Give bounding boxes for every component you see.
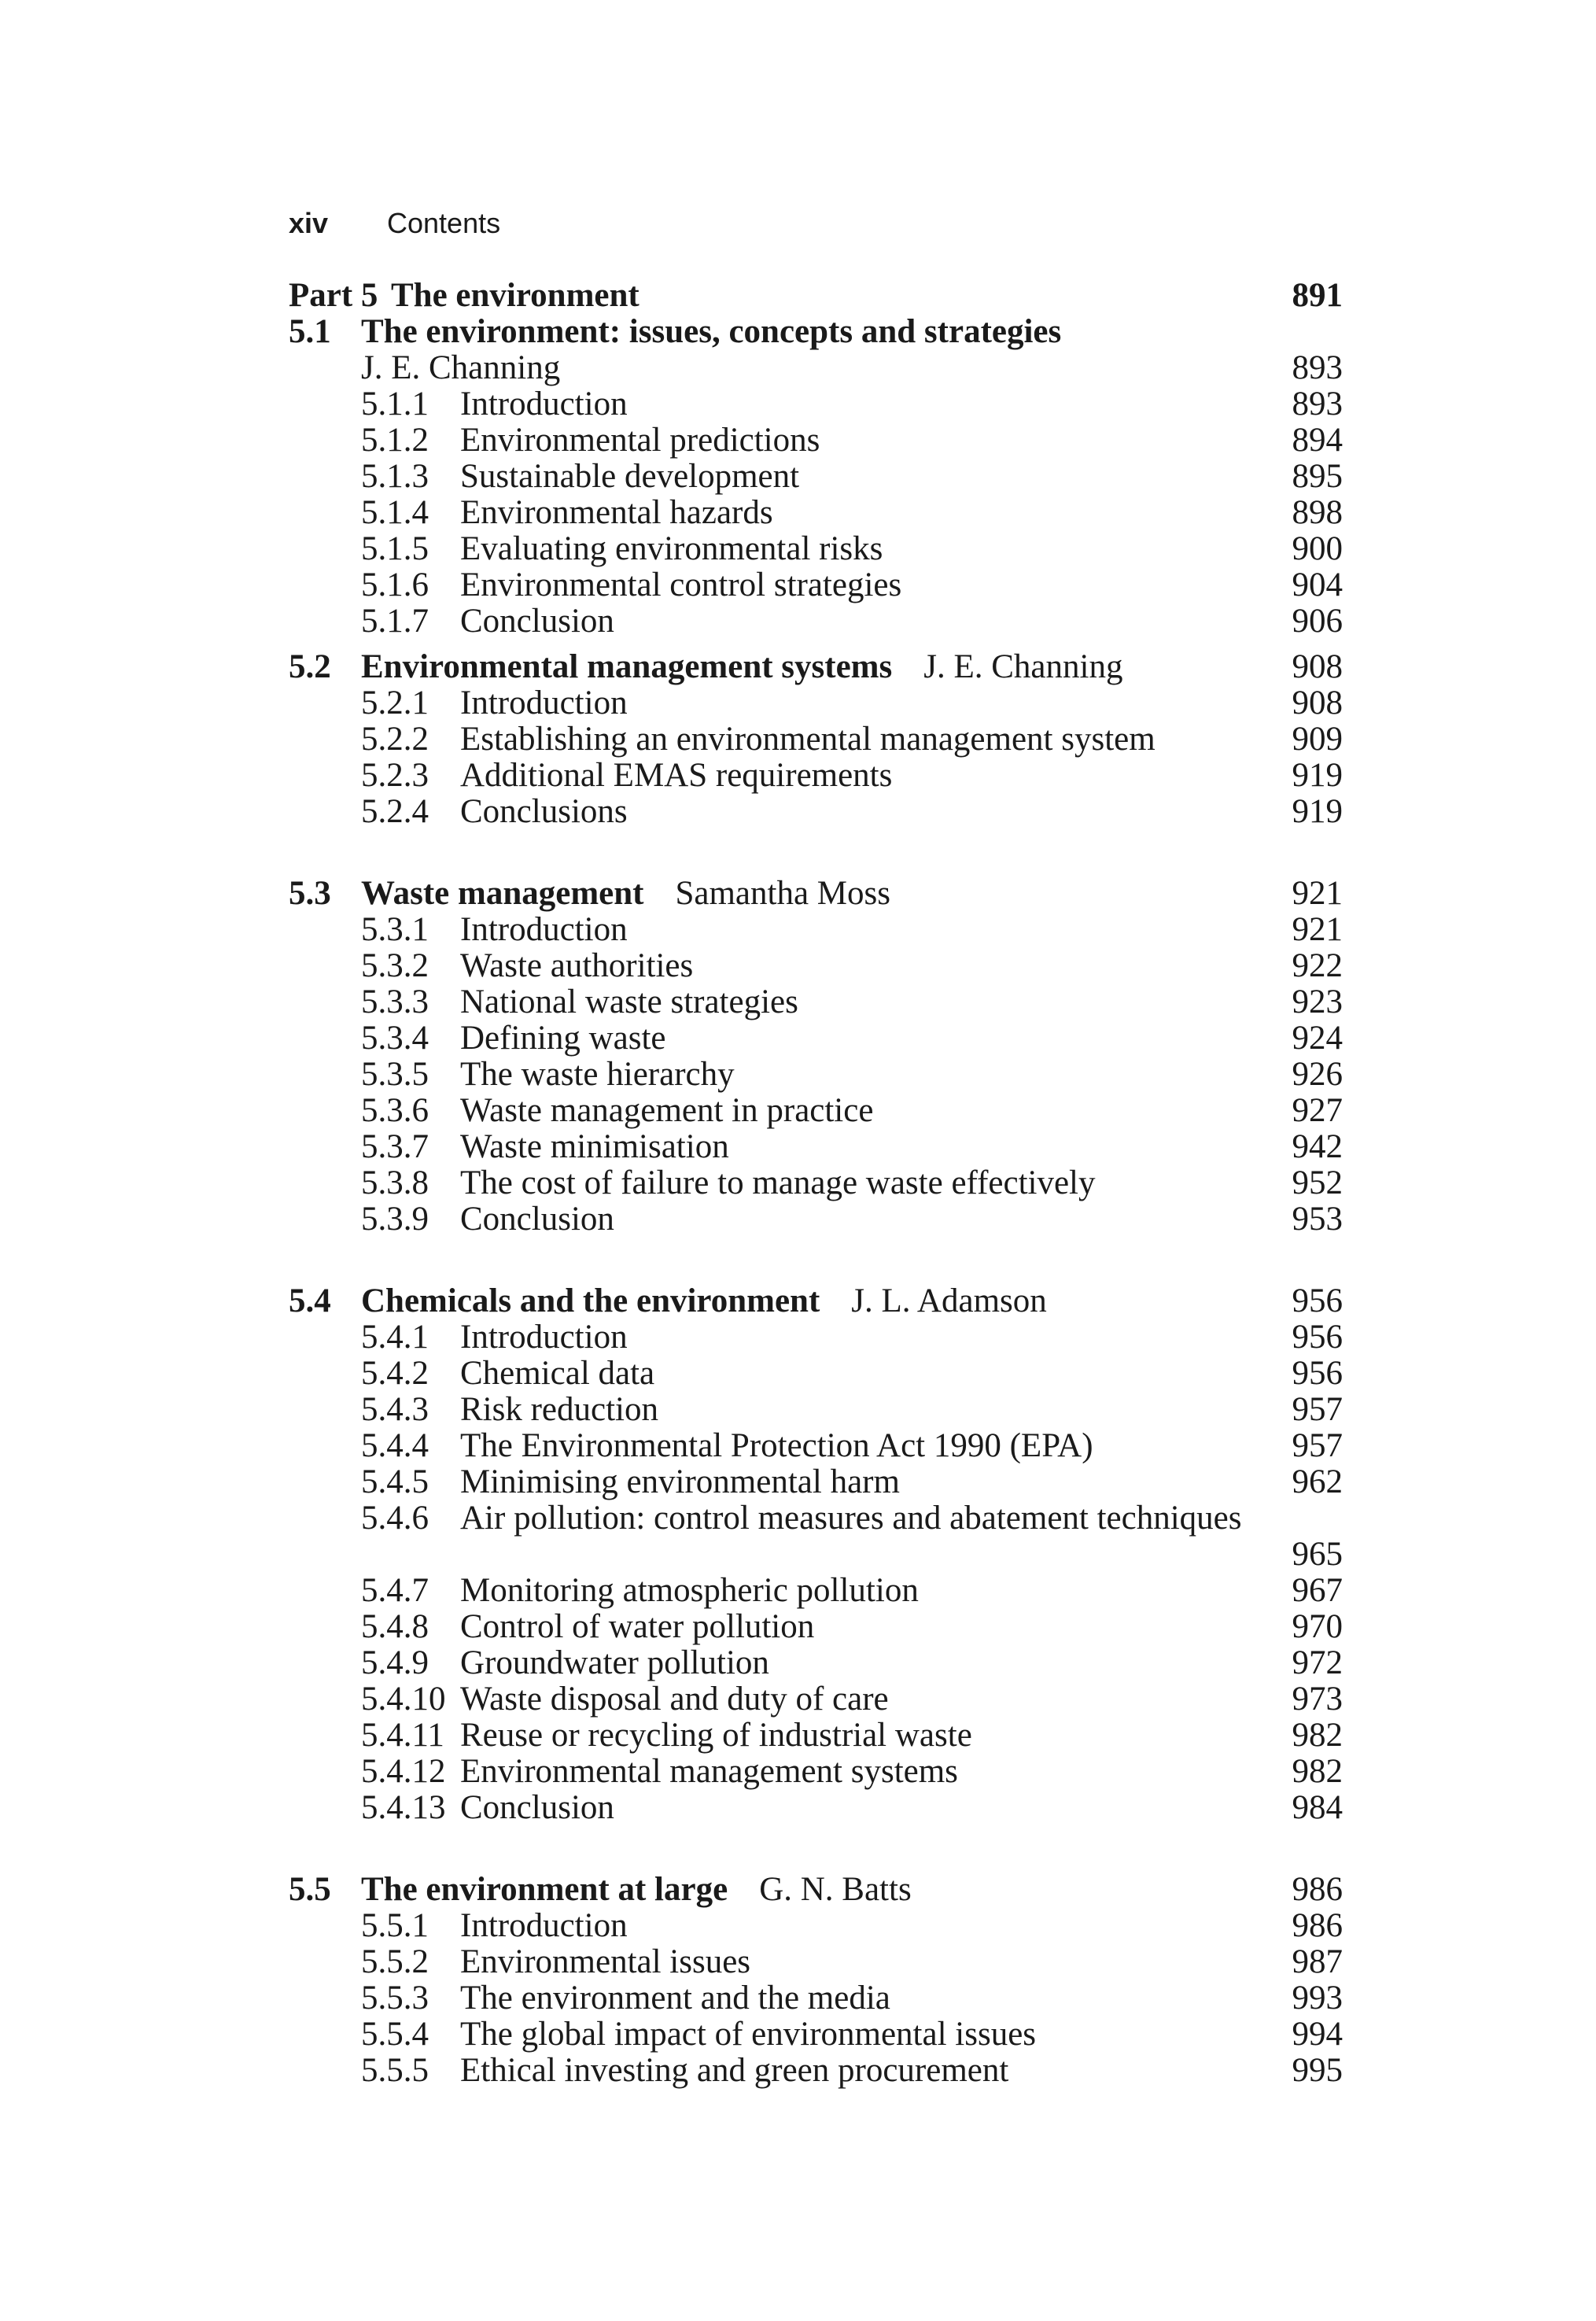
section-number: 5.4.10 xyxy=(361,1681,446,1718)
section-page: 972 xyxy=(1292,1644,1343,1681)
section-title: Conclusion xyxy=(460,1789,614,1826)
chapter-heading xyxy=(289,1283,1343,1319)
section-entry xyxy=(289,531,1343,567)
chapter-page: 893 xyxy=(1292,349,1343,386)
section-title: Waste minimisation xyxy=(460,1128,729,1165)
section-entry xyxy=(289,1165,1343,1201)
section-title: Additional EMAS requirements xyxy=(460,757,893,794)
section-page: 962 xyxy=(1292,1463,1343,1500)
section-title: The global impact of environmental issues xyxy=(460,2016,1037,2053)
section-number: 5.1.4 xyxy=(361,494,429,531)
section-title: Air pollution: control measures and abatement techniques xyxy=(460,1500,1242,1537)
section-page: 924 xyxy=(1292,1020,1343,1057)
section-number: 5.5.3 xyxy=(361,1980,429,2017)
section-entry xyxy=(289,1980,1343,2017)
section-page: 994 xyxy=(1292,2016,1343,2053)
section-title: Waste authorities xyxy=(460,947,694,984)
section-page: 957 xyxy=(1292,1427,1343,1464)
section-entry xyxy=(289,758,1343,794)
section-entry xyxy=(289,685,1343,721)
part-page: 891 xyxy=(1292,277,1343,314)
section-number: 5.3.8 xyxy=(361,1164,429,1201)
section-page: 956 xyxy=(1292,1355,1343,1392)
part-label: Part 5 xyxy=(289,277,378,314)
section-page: 898 xyxy=(1292,494,1343,531)
section-number: 5.4.12 xyxy=(361,1753,446,1790)
section-page: 956 xyxy=(1292,1319,1343,1356)
section-entry xyxy=(289,1908,1343,1944)
section-title: Groundwater pollution xyxy=(460,1644,769,1681)
section-title: Monitoring atmospheric pollution xyxy=(460,1572,919,1609)
section-entry xyxy=(289,1718,1343,1754)
section-number: 5.2.1 xyxy=(361,684,429,721)
section-entry xyxy=(289,721,1343,758)
section-entry xyxy=(289,603,1343,640)
section-entry xyxy=(289,423,1343,459)
section-title: Introduction xyxy=(460,911,628,948)
chapter-number: 5.5 xyxy=(289,1871,331,1908)
section-page: 957 xyxy=(1292,1391,1343,1428)
section-title: Chemical data xyxy=(460,1355,655,1392)
section-entry xyxy=(289,459,1343,495)
part-heading xyxy=(289,278,1343,314)
section-entry xyxy=(289,912,1343,948)
table-of-contents xyxy=(289,278,1343,2089)
chapter-author: G. N. Batts xyxy=(759,1871,912,1908)
section-title: Reuse or recycling of industrial waste xyxy=(460,1717,972,1754)
section-entry xyxy=(289,2053,1343,2089)
chapter-heading xyxy=(289,876,1343,912)
section-page: 953 xyxy=(1292,1201,1343,1238)
section-entry xyxy=(289,1428,1343,1464)
section-page: 906 xyxy=(1292,603,1343,640)
section-page: 986 xyxy=(1292,1907,1343,1944)
section-number: 5.1.5 xyxy=(361,530,429,567)
section-page: 922 xyxy=(1292,947,1343,984)
section-number: 5.4.11 xyxy=(361,1717,444,1754)
section-entry xyxy=(289,1356,1343,1392)
page-number: xiv xyxy=(289,207,329,239)
section-number: 5.1.1 xyxy=(361,386,429,423)
section-entry xyxy=(289,2017,1343,2053)
section-title: Establishing an environmental management system xyxy=(460,721,1156,758)
section-title: Sustainable development xyxy=(460,458,800,495)
section-title: Waste management in practice xyxy=(460,1092,874,1129)
section-number: 5.5.1 xyxy=(361,1907,429,1944)
section-entry xyxy=(289,1681,1343,1718)
section-number: 5.4.2 xyxy=(361,1355,429,1392)
chapter-heading xyxy=(289,314,1343,350)
section-page: 926 xyxy=(1292,1056,1343,1093)
section-number: 5.4.7 xyxy=(361,1572,429,1609)
section-entry xyxy=(289,1645,1343,1681)
section-title: Risk reduction xyxy=(460,1391,658,1428)
section-page: 900 xyxy=(1292,530,1343,567)
section-page: 965 xyxy=(1292,1536,1343,1573)
chapter-title: The environment at large xyxy=(361,1871,728,1908)
chapter-page: 921 xyxy=(1292,875,1343,912)
section-page: 973 xyxy=(1292,1681,1343,1718)
section-title: Minimising environmental harm xyxy=(460,1463,900,1500)
section-number: 5.4.4 xyxy=(361,1427,429,1464)
section-page: 995 xyxy=(1292,2052,1343,2089)
section-title: The environment and the media xyxy=(460,1980,890,2017)
section-number: 5.4.5 xyxy=(361,1463,429,1500)
section-number: 5.4.6 xyxy=(361,1500,429,1537)
section-page: 923 xyxy=(1292,983,1343,1020)
section-number: 5.2.4 xyxy=(361,793,429,830)
running-header xyxy=(289,206,500,241)
section-page: 970 xyxy=(1292,1608,1343,1645)
section-entry xyxy=(289,1057,1343,1093)
part-title: The environment xyxy=(391,277,640,314)
section-number: 5.1.7 xyxy=(361,603,429,640)
section-number: 5.3.7 xyxy=(361,1128,429,1165)
section-page: 895 xyxy=(1292,458,1343,495)
section-page: 919 xyxy=(1292,757,1343,794)
section-title: The Environmental Protection Act 1990 (EPA) xyxy=(460,1427,1093,1464)
section-page: 909 xyxy=(1292,721,1343,758)
chapter-heading xyxy=(289,1872,1343,1908)
chapter-number: 5.3 xyxy=(289,875,331,912)
chapter-byline xyxy=(289,350,1343,386)
section-page: 894 xyxy=(1292,422,1343,459)
section-page: 967 xyxy=(1292,1572,1343,1609)
section-page: 987 xyxy=(1292,1943,1343,1980)
section-entry xyxy=(289,1392,1343,1428)
chapter-title: Environmental management systems xyxy=(361,648,893,685)
section-number: 5.3.3 xyxy=(361,983,429,1020)
section-entry xyxy=(289,1093,1343,1129)
section-entry xyxy=(289,1609,1343,1645)
chapter-title: Waste management xyxy=(361,875,644,912)
section-title: The waste hierarchy xyxy=(460,1056,735,1093)
section-number: 5.3.5 xyxy=(361,1056,429,1093)
section-page: 893 xyxy=(1292,386,1343,423)
section-title: Environmental control strategies xyxy=(460,566,902,603)
section-title: Control of water pollution xyxy=(460,1608,815,1645)
section-entry xyxy=(289,1573,1343,1609)
section-title: Waste disposal and duty of care xyxy=(460,1681,889,1718)
section-title: The cost of failure to manage waste effectively xyxy=(460,1164,1096,1201)
section-title: Evaluating environmental risks xyxy=(460,530,883,567)
section-entry xyxy=(289,1500,1343,1573)
section-title: Defining waste xyxy=(460,1020,666,1057)
section-page: 982 xyxy=(1292,1717,1343,1754)
chapter-title: Chemicals and the environment xyxy=(361,1282,820,1319)
section-title: Conclusion xyxy=(460,603,614,640)
section-title: Introduction xyxy=(460,1319,628,1356)
chapter-number: 5.2 xyxy=(289,648,331,685)
section-page: 927 xyxy=(1292,1092,1343,1129)
section-number: 5.2.2 xyxy=(361,721,429,758)
chapter-author: Samantha Moss xyxy=(675,875,891,912)
section-number: 5.3.2 xyxy=(361,947,429,984)
section-title: Ethical investing and green procurement xyxy=(460,2052,1009,2089)
section-page: 904 xyxy=(1292,566,1343,603)
chapter-heading xyxy=(289,649,1343,685)
section-title: Environmental hazards xyxy=(460,494,773,531)
section-number: 5.3.4 xyxy=(361,1020,429,1057)
section-page: 908 xyxy=(1292,684,1343,721)
section-page: 942 xyxy=(1292,1128,1343,1165)
chapter-number: 5.1 xyxy=(289,313,331,350)
section-number: 5.4.13 xyxy=(361,1789,446,1826)
section-entry xyxy=(289,948,1343,984)
section-number: 5.3.9 xyxy=(361,1201,429,1238)
section-title: Introduction xyxy=(460,386,628,423)
chapter-page: 908 xyxy=(1292,648,1343,685)
section-title: Environmental issues xyxy=(460,1943,751,1980)
section-number: 5.5.5 xyxy=(361,2052,429,2089)
running-title: Contents xyxy=(387,207,501,239)
section-number: 5.5.2 xyxy=(361,1943,429,1980)
chapter-author: J. E. Channing xyxy=(361,349,561,386)
section-entry xyxy=(289,1020,1343,1057)
section-entry xyxy=(289,1944,1343,1980)
section-page: 952 xyxy=(1292,1164,1343,1201)
section-page: 919 xyxy=(1292,793,1343,830)
section-entry xyxy=(289,567,1343,603)
section-entry xyxy=(289,1754,1343,1790)
section-entry xyxy=(289,984,1343,1020)
section-entry xyxy=(289,386,1343,423)
section-page: 921 xyxy=(1292,911,1343,948)
section-title: Environmental management systems xyxy=(460,1753,958,1790)
section-number: 5.3.6 xyxy=(361,1092,429,1129)
chapter-title: The environment: issues, concepts and strategies xyxy=(361,313,1062,350)
chapter-page: 986 xyxy=(1292,1871,1343,1908)
chapter-author: J. L. Adamson xyxy=(851,1282,1047,1319)
section-page: 993 xyxy=(1292,1980,1343,2017)
section-title: Conclusion xyxy=(460,1201,614,1238)
section-number: 5.4.9 xyxy=(361,1644,429,1681)
section-number: 5.1.3 xyxy=(361,458,429,495)
section-number: 5.4.1 xyxy=(361,1319,429,1356)
section-number: 5.4.3 xyxy=(361,1391,429,1428)
chapter-author: J. E. Channing xyxy=(923,648,1123,685)
section-entry xyxy=(289,794,1343,830)
section-title: National waste strategies xyxy=(460,983,798,1020)
section-title: Environmental predictions xyxy=(460,422,820,459)
section-page: 984 xyxy=(1292,1789,1343,1826)
section-entry xyxy=(289,1464,1343,1500)
section-entry xyxy=(289,495,1343,531)
section-number: 5.2.3 xyxy=(361,757,429,794)
section-title: Introduction xyxy=(460,684,628,721)
section-number: 5.1.2 xyxy=(361,422,429,459)
chapter-number: 5.4 xyxy=(289,1282,331,1319)
section-number: 5.4.8 xyxy=(361,1608,429,1645)
section-entry xyxy=(289,1129,1343,1165)
section-title: Conclusions xyxy=(460,793,628,830)
section-entry xyxy=(289,1319,1343,1356)
chapter-page: 956 xyxy=(1292,1282,1343,1319)
section-entry xyxy=(289,1201,1343,1238)
section-number: 5.1.6 xyxy=(361,566,429,603)
section-entry xyxy=(289,1790,1343,1826)
section-title: Introduction xyxy=(460,1907,628,1944)
section-number: 5.3.1 xyxy=(361,911,429,948)
section-page: 982 xyxy=(1292,1753,1343,1790)
section-number: 5.5.4 xyxy=(361,2016,429,2053)
